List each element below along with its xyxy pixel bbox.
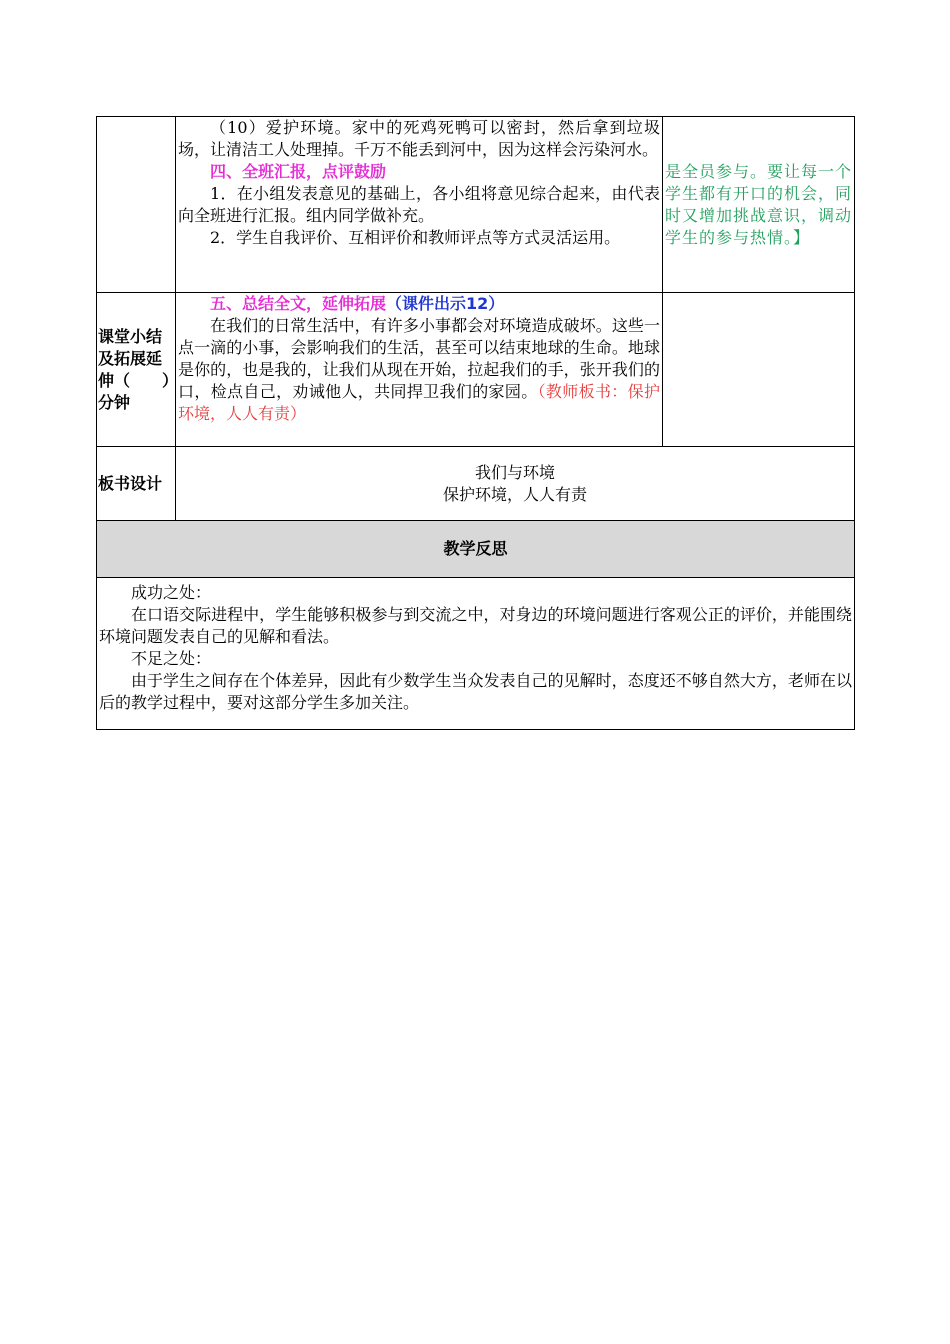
section-heading-4: 四、全班汇报，点评鼓励 [210, 162, 387, 181]
lesson-plan-table [96, 116, 855, 730]
shortfall-text: 由于学生之间存在个体差异，因此有少数学生当众发表自己的见解时，态度还不够自然大方，老师在以后的教学过程中，要对这部分学生多加关注。 [99, 671, 852, 712]
board-design-cell [176, 447, 855, 521]
empty-note-cell [663, 293, 855, 447]
section-heading-5 [178, 293, 660, 315]
reflection-body-cell [97, 578, 855, 730]
success-text: 在口语交际进程中，学生能够积极参与到交流之中，对身边的环境问题进行客观公正的评价，并能围绕环境问题发表自己的见解和看法。 [99, 605, 852, 646]
board-design-row [97, 447, 855, 521]
summary-paragraph [178, 315, 660, 425]
reflection-heading: 教学反思 [97, 521, 855, 578]
row-label: 板书设计 [97, 447, 176, 521]
heading-text: 五、总结全文，延伸拓展 [210, 294, 387, 313]
activity-content-cell [176, 117, 663, 293]
shortfall-label: 不足之处： [131, 649, 212, 668]
row-label: 课堂小结及拓展延伸（ ）分钟 [97, 293, 176, 447]
activity-paragraph: （10）爱护环境。家中的死鸡死鸭可以密封，然后拿到垃圾场，让清洁工人处理掉。千万不能丢到河中，因为这样会污染河水。 [178, 118, 660, 159]
courseware-note: （课件出示12） [386, 294, 505, 313]
board-note: （教师板书：保护环境，人人有责） [178, 382, 660, 423]
summary-row [97, 293, 855, 447]
design-note-cell: 是全员参与。要让每一个学生都有开口的机会，同时又增加挑战意识，调动学生的参与热情。】 [663, 117, 855, 293]
continuation-row [97, 117, 855, 293]
empty-label-cell [97, 117, 176, 293]
board-line-2: 保护环境，人人有责 [442, 484, 587, 504]
summary-text: 在我们的日常生活中，有许多小事都会对环境造成破坏。这些一点一滴的小事，会影响我们的生活，甚至可以结束地球的生命。地球是你的，也是我的，让我们从现在开始，拉起我们的手，张开我们的口，检点自己，劝诫他人，共同捍卫我们的家园。 [178, 316, 660, 401]
activity-paragraph: 1．在小组发表意见的基础上，各小组将意见综合起来，由代表向全班进行汇报。组内同学做补充。 [178, 184, 660, 225]
reflection-body-row [97, 578, 855, 730]
activity-paragraph: 2．学生自我评价、互相评价和教师评点等方式灵活运用。 [210, 228, 621, 247]
reflection-header-row [97, 521, 855, 578]
board-line-1: 我们与环境 [474, 462, 555, 482]
success-label: 成功之处： [131, 583, 212, 602]
summary-content-cell [176, 293, 663, 447]
